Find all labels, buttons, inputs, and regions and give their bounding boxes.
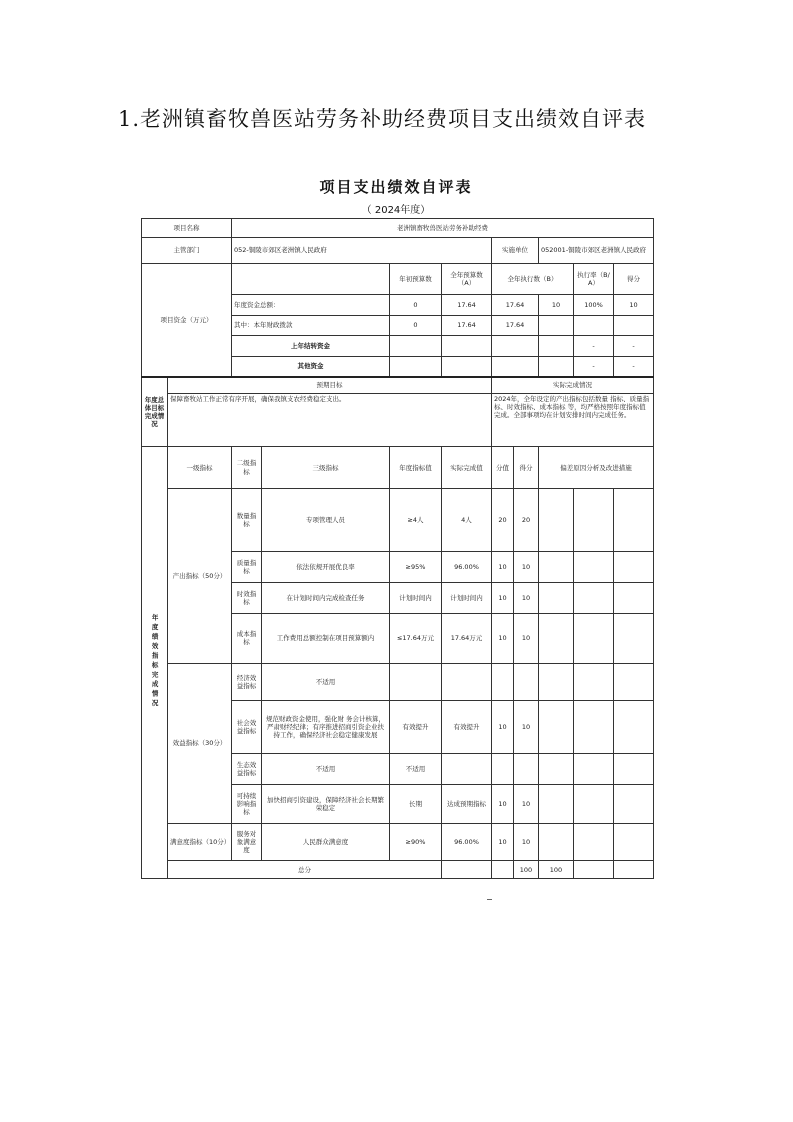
goals-actual-label: 实际完成情况 (492, 377, 654, 393)
indicator-row: 生态效益指标 不适用 不适用 (142, 754, 654, 785)
evaluation-table (141, 218, 654, 879)
indicator-header: 二级指标 (232, 447, 262, 488)
funds-row: 其中：本年财政拨款 0 17.64 17.64 (142, 315, 654, 336)
dept-value: 052-铜陵市郊区老洲镇人民政府 (232, 237, 492, 264)
project-name-label: 项目名称 (142, 219, 232, 238)
output-group-label: 产出指标（50分） (168, 488, 232, 663)
row-goals-header (142, 377, 654, 393)
page-heading: 1.老洲镇畜牧兽医站劳务补助经费项目支出绩效自评表 (118, 107, 647, 131)
indicator-row: 效益指标（30分） 经济效益指标 不适用 (142, 663, 654, 700)
indicator-row: 成本指标 工作费用总额控制在项目预算额内 ≤17.64万元 17.64万元 10 10 (142, 614, 654, 663)
funds-header: 年初预算数 (390, 264, 442, 295)
goals-label: 年度总体目标完成情况 (142, 377, 168, 447)
funds-header: 执行率（B/A） (574, 264, 614, 295)
indicator-row: 可持续影响指标 加快招商引资建设，保障经济社会长期繁荣稳定 长期 达成预期指标 10 10 (142, 785, 654, 824)
indicator-header: 一级指标 (168, 447, 232, 488)
funds-row: 其他资金 - - (142, 356, 654, 377)
effect-group-label: 效益指标（30分） (168, 663, 232, 824)
goals-expected: 保障畜牧站工作正常有序开展，确保我镇支农经费稳定支出。 (168, 393, 492, 447)
funds-header: 得分 (614, 264, 654, 295)
dept-label: 主管部门 (142, 237, 232, 264)
goals-actual: 2024年，全年设定的产出指标包括数量 指标、质量指标、时效指标、成本指标 等，均严格按照年度指标值完成。全部事项均在计划安排时间内完成任务。 (492, 393, 654, 447)
impl-value: 052001-铜陵市郊区老洲镇人民政府 (539, 237, 654, 264)
row-funds-header (142, 264, 654, 295)
satisfaction-group-label: 满意度指标（10分） (168, 824, 232, 861)
row-department (142, 237, 654, 264)
indicator-row: 满意度指标（10分） 服务对象满意度 人民群众满意度 ≥90% 96.00% 10 10 (142, 824, 654, 861)
total-got: 100 (539, 861, 574, 879)
funds-header: 全年预算数（A） (442, 264, 492, 295)
indicator-header: 三级指标 (262, 447, 390, 488)
row-project-name (142, 219, 654, 238)
scanned-form (136, 170, 656, 890)
scan-speck (487, 899, 492, 900)
indicator-row: 产出指标（50分） 数量指标 专项管理人员 ≥4人 4人 20 20 (142, 488, 654, 552)
indicator-header: 得分 (514, 447, 539, 488)
indicator-header: 偏差原因分析及改进措施 (539, 447, 654, 488)
form-year: （ 2024年度） (361, 205, 431, 216)
goals-expected-label: 预期目标 (168, 377, 492, 393)
total-score: 100 (514, 861, 539, 879)
funds-label: 项目资金（万元） (142, 264, 232, 377)
row-total (142, 861, 654, 879)
row-goals-content (142, 393, 654, 447)
total-label: 总分 (168, 861, 442, 879)
indicator-header: 分值 (492, 447, 514, 488)
indicator-row: 社会效益指标 规范财政资金使用，强化财 务会计核算，严肃财经纪律；有序推进招商引资企业扶持工作，确保经济社会稳定健康发展 有效提升 有效提升 10 10 (142, 700, 654, 754)
impl-label: 实施单位 (492, 237, 539, 264)
indicator-row: 时效指标 在计划时间内完成检查任务 计划时间内 计划时间内 10 10 (142, 583, 654, 614)
funds-row: 年度资金总额： 0 17.64 17.64 10 100% 10 (142, 295, 654, 316)
indicator-header: 年度指标值 (390, 447, 442, 488)
indicator-header: 实际完成值 (442, 447, 492, 488)
form-title: 项目支出绩效自评表 (319, 178, 473, 196)
indicator-row: 质量指标 依法依规开展优良率 ≥95% 96.00% 10 10 (142, 552, 654, 583)
funds-header: 全年执行数（B） (492, 264, 574, 295)
project-name-value: 老洲镇畜牧兽医站劳务补助经费 (232, 219, 654, 238)
row-indicator-header (142, 447, 654, 488)
indicators-section-label: 年度绩效指标完成情况 (142, 447, 168, 879)
funds-row: 上年结转资金 - - (142, 336, 654, 357)
